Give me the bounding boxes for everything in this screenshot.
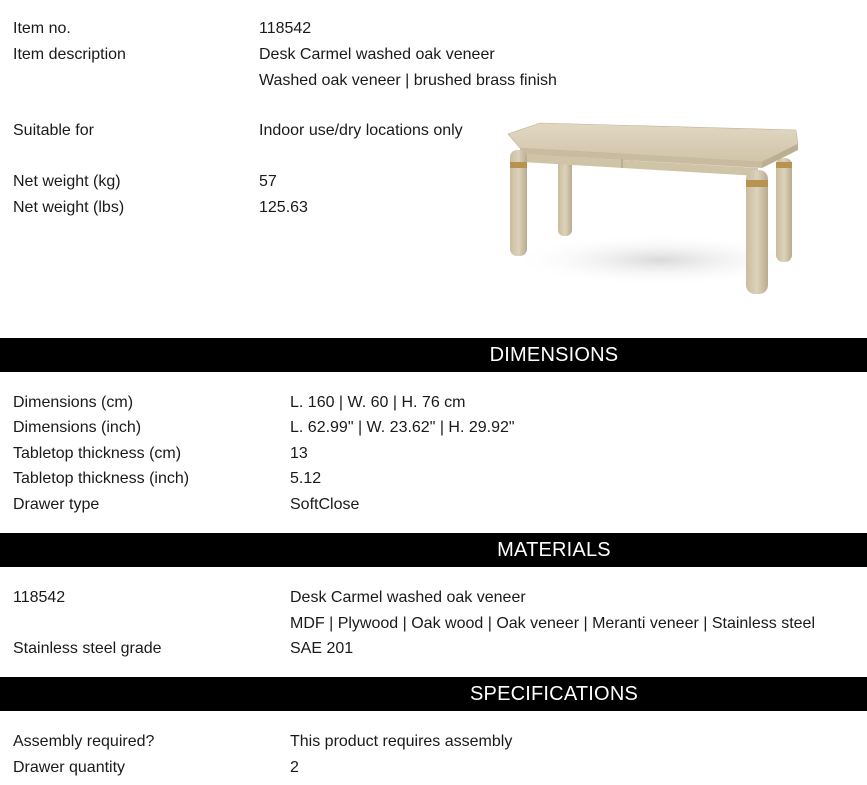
stainless-steel-grade-label: Stainless steel grade	[13, 640, 162, 657]
dimensions-header-text: DIMENSIONS	[489, 344, 619, 366]
stainless-steel-grade-value: SAE 201	[290, 640, 354, 657]
item-description-line-2: Washed oak veneer | brushed brass finish	[259, 72, 557, 89]
item-description-line-1: Desk Carmel washed oak veneer	[259, 46, 495, 63]
materials-header	[0, 533, 867, 567]
dimensions-inch-label: Dimensions (inch)	[13, 419, 142, 436]
item-description-label: Item description	[13, 46, 126, 63]
dimensions-inch-value: L. 62.99" | W. 23.62" | H. 29.92"	[290, 419, 515, 436]
tabletop-thickness-cm-label: Tabletop thickness (cm)	[13, 445, 182, 462]
dimensions-header	[0, 338, 867, 372]
dimensions-cm-label: Dimensions (cm)	[13, 394, 134, 411]
suitable-for-label: Suitable for	[13, 122, 94, 139]
drawer-type-value: SoftClose	[290, 496, 360, 513]
product-image	[500, 110, 810, 300]
materials-header-text: MATERIALS	[497, 539, 611, 561]
item-no-value: 118542	[259, 20, 312, 37]
material-name-value: Desk Carmel washed oak veneer	[290, 589, 526, 606]
material-list-value: MDF | Plywood | Oak wood | Oak veneer | Meranti veneer | Stainless steel	[290, 615, 815, 632]
specifications-header	[0, 677, 867, 711]
drawer-type-label: Drawer type	[13, 496, 100, 513]
net-weight-lbs-label: Net weight (lbs)	[13, 199, 125, 216]
tabletop-thickness-cm-value: 13	[290, 445, 308, 462]
drawer-quantity-value: 2	[290, 759, 299, 776]
suitable-for-value: Indoor use/dry locations only	[259, 122, 463, 139]
desk-illustration	[500, 110, 810, 300]
drawer-quantity-label: Drawer quantity	[13, 759, 126, 776]
assembly-required-value: This product requires assembly	[290, 733, 513, 750]
assembly-required-label: Assembly required?	[13, 733, 155, 750]
tabletop-thickness-inch-value: 5.12	[290, 470, 322, 487]
net-weight-kg-label: Net weight (kg)	[13, 173, 121, 190]
net-weight-lbs-value: 125.63	[259, 199, 308, 216]
material-code-label: 118542	[13, 589, 66, 606]
item-no-label: Item no.	[13, 20, 71, 37]
net-weight-kg-value: 57	[259, 173, 277, 190]
specifications-header-text: SPECIFICATIONS	[469, 683, 639, 705]
dimensions-cm-value: L. 160 | W. 60 | H. 76 cm	[290, 394, 466, 411]
tabletop-thickness-inch-label: Tabletop thickness (inch)	[13, 470, 190, 487]
